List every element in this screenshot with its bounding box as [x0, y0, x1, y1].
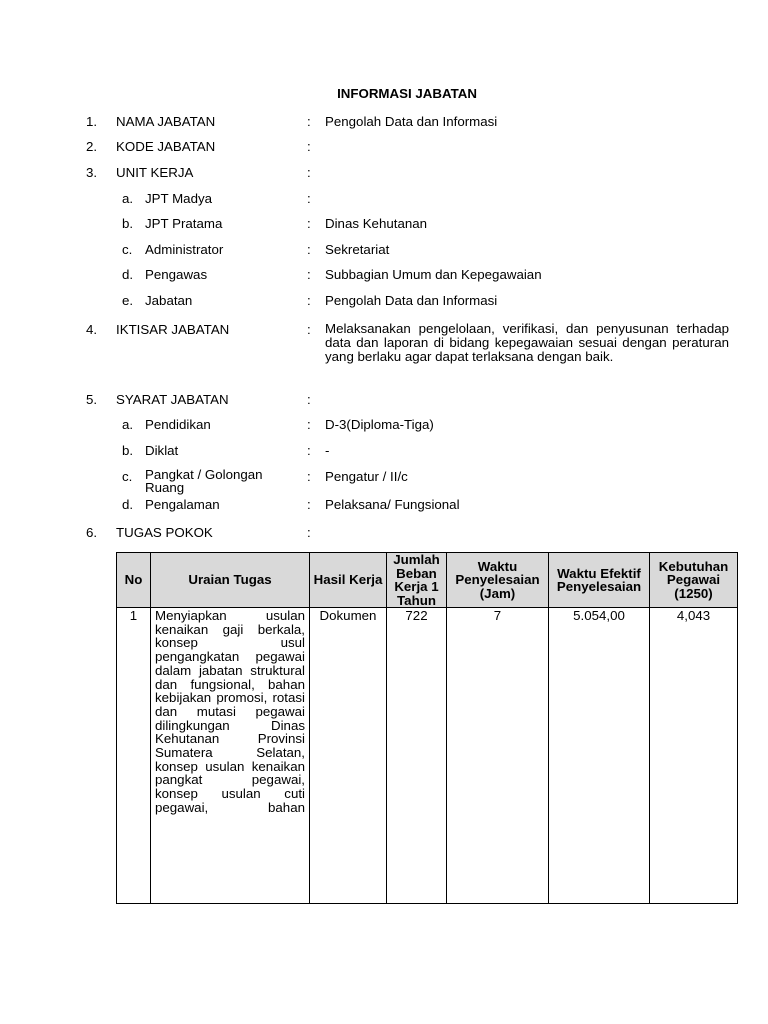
sub-value-pangkat-golongan: Pengatur / II/c [325, 469, 408, 484]
field-number: 1. [86, 114, 98, 129]
col-header-hasil-kerja: Hasil Kerja [310, 553, 387, 608]
sub-letter: d. [122, 267, 134, 282]
sub-label-pendidikan: Pendidikan [145, 417, 211, 432]
cell-waktu-penyelesaian: 7 [447, 608, 549, 904]
field-label-tugas-pokok: TUGAS POKOK [116, 525, 213, 540]
sub-letter: a. [122, 417, 134, 432]
sub-label-administrator: Administrator [145, 242, 224, 257]
sub-letter: c. [122, 242, 133, 257]
sub-letter: e. [122, 293, 134, 308]
field-colon: : [307, 242, 311, 257]
sub-label-jabatan: Jabatan [145, 293, 193, 308]
sub-label-pengawas: Pengawas [145, 267, 208, 282]
field-label-nama-jabatan: NAMA JABATAN [116, 114, 216, 129]
sub-letter: d. [122, 497, 134, 512]
cell-jumlah-beban-kerja: 722 [387, 608, 447, 904]
sub-value-diklat: - [325, 443, 330, 458]
field-colon: : [307, 525, 311, 540]
col-header-uraian-tugas: Uraian Tugas [151, 553, 310, 608]
field-colon: : [307, 497, 311, 512]
col-header-no: No [117, 553, 151, 608]
col-header-waktu-penyelesaian: Waktu Penyelesaian (Jam) [447, 553, 549, 608]
sub-value-jpt-pratama: Dinas Kehutanan [325, 216, 428, 231]
cell-no: 1 [117, 608, 151, 904]
sub-value-pendidikan: D-3(Diploma-Tiga) [325, 417, 434, 432]
col-header-kebutuhan-pegawai: Kebutuhan Pegawai (1250) [650, 553, 738, 608]
tugas-pokok-table [116, 552, 738, 904]
field-label-iktisar-jabatan: IKTISAR JABATAN [116, 322, 230, 337]
sub-label-pengalaman: Pengalaman [145, 497, 220, 512]
table-row [117, 608, 738, 904]
sub-value-pengalaman: Pelaksana/ Fungsional [325, 497, 460, 512]
field-colon: : [307, 322, 311, 337]
field-colon: : [307, 165, 311, 180]
col-header-waktu-efektif: Waktu Efektif Penyelesaian [549, 553, 650, 608]
sub-label-jpt-pratama: JPT Pratama [145, 216, 223, 231]
field-number: 4. [86, 322, 98, 337]
sub-label-diklat: Diklat [145, 443, 179, 458]
sub-label-pangkat-golongan: Pangkat / Golongan Ruang [145, 467, 263, 495]
field-number: 2. [86, 139, 98, 154]
sub-letter: c. [122, 469, 133, 484]
iktisar-jabatan-text: Melaksanakan pengelolaan, verifikasi, dan penyusunan terhadap data dan laporan di bidang kepegawaian sesuai dengan peraturan yang berlaku agar dapat terlaksana dengan baik. [325, 321, 729, 365]
sub-value-jabatan: Pengolah Data dan Informasi [325, 293, 498, 308]
cell-hasil-kerja: Dokumen [310, 608, 387, 904]
field-colon: : [307, 139, 311, 154]
field-label-unit-kerja: UNIT KERJA [116, 165, 194, 180]
field-colon: : [307, 417, 311, 432]
sub-value-pengawas: Subbagian Umum dan Kepegawaian [325, 267, 542, 282]
field-colon: : [307, 293, 311, 308]
sub-letter: a. [122, 191, 134, 206]
field-label-syarat-jabatan: SYARAT JABATAN [116, 392, 229, 407]
field-colon: : [307, 267, 311, 282]
cell-waktu-efektif: 5.054,00 [549, 608, 650, 904]
field-colon: : [307, 114, 311, 129]
sub-label-jpt-madya: JPT Madya [145, 191, 213, 206]
document-title: INFORMASI JABATAN [337, 86, 477, 101]
sub-value-administrator: Sekretariat [325, 242, 390, 257]
field-number: 3. [86, 165, 98, 180]
field-colon: : [307, 443, 311, 458]
field-colon: : [307, 392, 311, 407]
cell-uraian-tugas: Menyiapkan usulan kenaikan gaji berkala, konsep usul pengangkatan pegawai dalam jabatan struktural dan fungsional, bahan kebijakan promosi, rotasi dan mutasi pegawai dilingkungan Dinas Kehutanan Provinsi Sumatera Selatan, konsep usulan kenaikan pangkat pegawai, konsep usulan cuti pegawai, bahan [151, 608, 310, 904]
field-number: 5. [86, 392, 98, 407]
field-colon: : [307, 469, 311, 484]
sub-letter: b. [122, 443, 134, 458]
field-value-nama-jabatan: Pengolah Data dan Informasi [325, 114, 498, 129]
field-number: 6. [86, 525, 98, 540]
field-colon: : [307, 191, 311, 206]
sub-letter: b. [122, 216, 134, 231]
col-header-jumlah-beban-kerja: Jumlah Beban Kerja 1 Tahun [387, 553, 447, 608]
table-header-row [117, 553, 738, 608]
field-label-kode-jabatan: KODE JABATAN [116, 139, 216, 154]
cell-kebutuhan-pegawai: 4,043 [650, 608, 738, 904]
field-colon: : [307, 216, 311, 231]
